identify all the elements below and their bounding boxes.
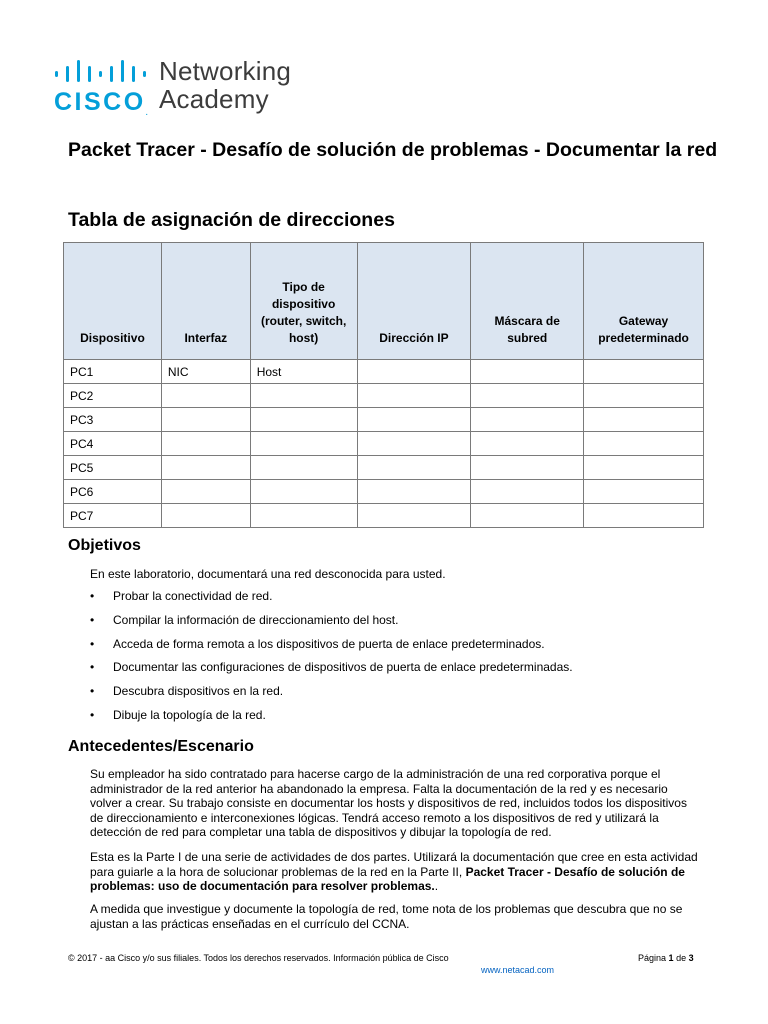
list-item-text: Probar la conectividad de red. bbox=[113, 589, 273, 603]
list-item bbox=[90, 708, 573, 732]
footer-page-number: Página 1 de 3 bbox=[638, 953, 694, 963]
table-cell bbox=[471, 456, 584, 480]
objectives-heading: Objetivos bbox=[68, 537, 141, 554]
table-cell: PC4 bbox=[64, 432, 162, 456]
cisco-wordmark: CISCO. bbox=[54, 88, 148, 117]
header-direccion-ip: Dirección IP bbox=[357, 243, 471, 360]
table-cell bbox=[357, 504, 471, 528]
header-mascara-subred: Máscara de subred bbox=[471, 243, 584, 360]
table-cell bbox=[471, 480, 584, 504]
table-cell bbox=[471, 432, 584, 456]
list-item bbox=[90, 637, 573, 661]
header-interfaz: Interfaz bbox=[161, 243, 250, 360]
logo-academy: Academy bbox=[159, 84, 269, 114]
table-cell bbox=[161, 480, 250, 504]
list-item bbox=[90, 660, 573, 684]
header-tipo-dispositivo: Tipo de dispositivo (router, switch, host) bbox=[250, 243, 357, 360]
table-cell bbox=[357, 408, 471, 432]
list-item-text: Dibuje la topología de la red. bbox=[113, 707, 266, 722]
list-item-text: Compilar la información de direccionamiento del host. bbox=[113, 612, 399, 627]
table-cell bbox=[250, 432, 357, 456]
netacad-link[interactable]: www.netacad.com bbox=[481, 965, 555, 975]
table-cell bbox=[584, 504, 704, 528]
table-cell bbox=[584, 432, 704, 456]
bullet-icon: • bbox=[90, 684, 95, 699]
table-cell bbox=[357, 480, 471, 504]
table-row bbox=[64, 480, 704, 504]
table-cell bbox=[584, 408, 704, 432]
bullet-icon: • bbox=[90, 636, 95, 651]
table-cell: PC6 bbox=[64, 480, 162, 504]
addressing-table bbox=[63, 242, 704, 528]
table-cell bbox=[584, 480, 704, 504]
list-item bbox=[90, 613, 573, 637]
table-row bbox=[64, 432, 704, 456]
background-paragraph-1: Su empleador ha sido contratado para hacerse cargo de la administración de una red corporativa porque el administrador de la red anterior ha abandonado la empresa. Falta la documentación de la red y es necesario volver a crear. Su trabajo consiste en documentar los hosts y dispositivos de red, incluidos todos los dispositivos de direccionamiento e interconexiones lógicas. Tendrá acceso remoto a los dispositivos de red y utilizará la detección de red para completar una tabla de dispositivos y dibujar la topología de red. bbox=[90, 767, 687, 839]
table-cell bbox=[250, 480, 357, 504]
table-cell bbox=[471, 360, 584, 384]
footer-copyright: © 2017 - aa Cisco y/o sus filiales. Todos los derechos reservados. Información pública de Cisco bbox=[68, 953, 449, 963]
background-paragraph-2: Esta es la Parte I de una serie de actividades de dos partes. Utilizará la documentación que cree en esta actividad para guiarle a la hora de solucionar problemas de la red en la Parte II, Packet Tracer - Desafío de solución de problemas: uso de documentación para resolver problemas.. bbox=[90, 850, 698, 893]
bullet-icon: • bbox=[90, 660, 95, 675]
table-cell: PC3 bbox=[64, 408, 162, 432]
table-cell bbox=[584, 456, 704, 480]
table-cell bbox=[471, 504, 584, 528]
table-cell bbox=[250, 408, 357, 432]
table-cell bbox=[161, 384, 250, 408]
cisco-bars-icon bbox=[52, 60, 152, 84]
table-cell: PC5 bbox=[64, 456, 162, 480]
activity-reference: Packet Tracer - Desafío de solución de problemas: uso de documentación para resolver problemas. bbox=[90, 864, 685, 893]
background-paragraph-3: A medida que investigue y documente la topología de red, tome nota de los problemas que descubra que no se ajustan a las prácticas enseñadas en el currículo del CCNA. bbox=[90, 902, 683, 931]
header-gateway: Gateway predeterminado bbox=[584, 243, 704, 360]
table-cell: NIC bbox=[161, 360, 250, 384]
table-cell: PC7 bbox=[64, 504, 162, 528]
bullet-icon: • bbox=[90, 612, 95, 627]
table-header-row bbox=[64, 243, 704, 360]
table-cell bbox=[357, 456, 471, 480]
bullet-icon: • bbox=[90, 589, 95, 603]
table-cell bbox=[471, 384, 584, 408]
document-title: Packet Tracer - Desafío de solución de problemas - Documentar la red bbox=[68, 139, 718, 161]
list-item bbox=[90, 684, 573, 708]
table-cell bbox=[161, 504, 250, 528]
table-cell bbox=[584, 360, 704, 384]
table-cell bbox=[357, 360, 471, 384]
logo-networking: Networking bbox=[159, 56, 292, 86]
table-cell bbox=[250, 504, 357, 528]
table-cell: PC2 bbox=[64, 384, 162, 408]
table-cell bbox=[161, 456, 250, 480]
background-heading: Antecedentes/Escenario bbox=[68, 738, 254, 755]
table-cell: Host bbox=[250, 360, 357, 384]
table-row bbox=[64, 384, 704, 408]
list-item-text: Acceda de forma remota a los dispositivos de puerta de enlace predeterminados. bbox=[113, 636, 545, 651]
table-cell: PC1 bbox=[64, 360, 162, 384]
list-item-text: Descubra dispositivos en la red. bbox=[113, 684, 284, 699]
bullet-icon: • bbox=[90, 707, 95, 722]
table-cell bbox=[471, 408, 584, 432]
table-row bbox=[64, 408, 704, 432]
list-item bbox=[90, 589, 573, 613]
table-cell bbox=[250, 384, 357, 408]
addressing-table-heading: Tabla de asignación de direcciones bbox=[68, 209, 395, 231]
table-cell bbox=[357, 432, 471, 456]
list-item-text: Documentar las configuraciones de dispositivos de puerta de enlace predeterminadas. bbox=[113, 660, 573, 675]
table-cell bbox=[357, 384, 471, 408]
table-row bbox=[64, 456, 704, 480]
table-row bbox=[64, 360, 704, 384]
cisco-networking-academy-logo bbox=[52, 58, 312, 118]
objectives-list bbox=[90, 589, 573, 732]
table-cell bbox=[161, 408, 250, 432]
table-row bbox=[64, 504, 704, 528]
table-cell bbox=[250, 456, 357, 480]
objectives-intro: En este laboratorio, documentará una red desconocida para usted. bbox=[90, 567, 446, 581]
table-cell bbox=[161, 432, 250, 456]
header-dispositivo: Dispositivo bbox=[64, 243, 162, 360]
table-cell bbox=[584, 384, 704, 408]
